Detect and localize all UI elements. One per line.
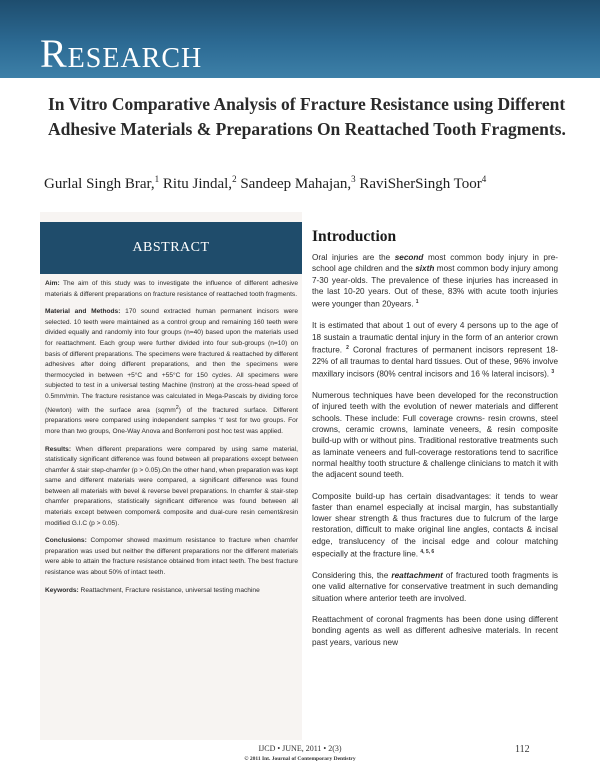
abstract-label: Conclusions: [45, 537, 87, 545]
emphasis-text: second [394, 253, 424, 262]
body-paragraph [312, 252, 558, 310]
body-paragraph [312, 320, 558, 380]
abstract-label: Aim: [45, 280, 60, 287]
article-title: In Vitro Comparative Analysis of Fracture Resistance using Different Adhesive Materials & Preparations On Reattached Tooth Fragments. [48, 94, 566, 139]
abstract-text: Compomer showed maximum resistance to fracture when chamfer preparation was used but neither the different preparations nor the different materials were able to attain the fracture resistance obtained from intact teeth. The best fracture resistance was about 50% of intact teeth. [45, 537, 298, 577]
introduction-heading: Introduction [312, 228, 397, 245]
author-affiliation: 2 [232, 174, 237, 184]
author-affiliation: 3 [351, 174, 356, 184]
journal-issue: IJCD • JUNE, 2011 • 2(3) [258, 744, 342, 753]
abstract-text: Reattachment, Fracture resistance, universal testing machine [78, 586, 260, 594]
body-paragraph [312, 491, 558, 561]
citation-ref: 2 [346, 344, 349, 351]
copyright-notice: © 2011 Int. Journal of Contemporary Dentistry [244, 756, 356, 762]
text-run: Oral injuries are the [312, 253, 395, 262]
author-affiliation: 4 [481, 174, 487, 184]
citation-ref: 3 [551, 369, 555, 376]
abstract-label: Material and Methods: [45, 308, 121, 316]
abstract-aim [45, 279, 298, 300]
abstract-label: Results: [45, 445, 72, 453]
abstract-methods [45, 307, 298, 437]
author-name: Gurlal Singh Brar, [44, 176, 155, 192]
page-footer [200, 744, 400, 762]
author-name: RaviSherSingh Toor [359, 176, 482, 192]
author-affiliation: 1 [154, 174, 160, 184]
abstract-panel [40, 212, 302, 740]
author-name: Sandeep Mahajan, [240, 176, 352, 192]
text-run: Coronal fractures of permanent incisors represent 18-22% of all traumas to dental hard tissues. Out of these, 96% involve maxillary incisors (80% central incisors and 16 % lateral incisors). [312, 345, 558, 379]
emphasis-text: sixth [415, 264, 435, 274]
body-paragraph [312, 570, 558, 604]
introduction-column [312, 228, 558, 744]
section-banner [0, 0, 600, 78]
author-list [44, 174, 584, 193]
abstract-body [40, 274, 302, 596]
text-run: most common body injury among 7-30 year-olds. The prevalence of these injuries has increased in the last 10-20 years. Out of these, 83% with acute tooth injuries were younger than 20years. [312, 264, 558, 309]
abstract-results [45, 445, 298, 530]
text-run: of fractured tooth fragments is one valid alternative for conservative treatment in such demanding situation where anterior teeth are involved. [312, 571, 558, 603]
abstract-conclusions [45, 536, 298, 578]
text-run: Composite build-up has certain disadvantages: it tends to wear faster than enamel especially at incisal margin, has substantially lower shear strength & thus fractures due to fulcrum of the large restoration, difficult to make original line angles, contacts & incisal edge, translucency of the incisal edge and colour matching especially at the fracture line. [312, 491, 558, 559]
abstract-text: The aim of this study was to investigate the influence of different adhesive materials & different preparations on fracture resistance of reattached tooth fragments. [45, 280, 298, 298]
body-paragraph: Reattachment of coronal fragments has been done using different bonding agents as well as different adhesive materials. In recent past years, various new [312, 614, 558, 647]
section-title: Research [40, 31, 203, 76]
abstract-label: Keywords: [45, 586, 79, 594]
text-run: most common body injury in pre-school age children and the [312, 253, 558, 274]
author-name: Ritu Jindal, [162, 176, 233, 192]
abstract-text: 170 sound extracted human permanent incisors were selected. 10 teeth were maintained as a control group and remaining 160 teeth were divided equally and randomly into four groups (n=40) based upon the materials used for reattachment. Each group were further divided into four sub-groups (n=10) on basis of different preparations. The specimens were fractured & reattached by different adhesives after doing different preparations, and then the specimens were thermocycled in between +5°C and +55°C for 150 cycles. All specimens were subjected to test in a universal testing Machine (Instron) at the cross-head speed of 0.5mm/min. The fracture resistance was calculated in Mega-Pascals by dividing force (Newton) with the surface area (sqmm [45, 308, 298, 414]
abstract-keywords [45, 586, 298, 597]
text-run: Considering this, the [312, 571, 392, 581]
abstract-heading: ABSTRACT [40, 222, 302, 274]
citation-ref: 4, 5, 6 [420, 549, 435, 556]
text-run: It is estimated that about 1 out of every 4 persons up to the age of 18 sustain a traumatic dental injury in the form of an anterior crown fracture. [312, 321, 558, 355]
emphasis-text: reattachment [391, 571, 443, 581]
body-paragraph: Numerous techniques have been developed for the reconstruction of injured teeth with the evolution of newer materials and different schools. These include: Full coverage crowns- resin crowns, steel crowns, ceramic crowns, laminate veneers, & resin composite build-up with or without pins. Traditional restorative treatments such as laminate veneers and full-coverage restorations tend to sacrifice normal healthy tooth structure & challenge clinicians to match it with the adjacent sound teeth. [312, 391, 558, 480]
superscript: 2 [175, 404, 179, 411]
abstract-text: ) of the fractured surface. Different preparations were compared using independent samples ‘t’ test for two groups. For more than two groups, One-Way Anova and Bonferroni post hoc test was applied. [45, 406, 298, 435]
abstract-text: When different preparations were compared by using same material, statistically significant difference was found between all preparations except between chamfer & stair step-chamfer (p > 0.05).On the other hand, when preparation was kept same and different materials were compared, a significant difference was found between all materials with bevel & reverse bevel preparations. In chamfer & stair-step chamfer preparations, statistically significant difference was found between all materials except between compomer& composite and dual-cure resin cement&resin modified G.I.C (p > 0.05). [45, 445, 298, 527]
citation-ref: 1 [415, 299, 419, 306]
page-number: 112 [515, 744, 530, 755]
